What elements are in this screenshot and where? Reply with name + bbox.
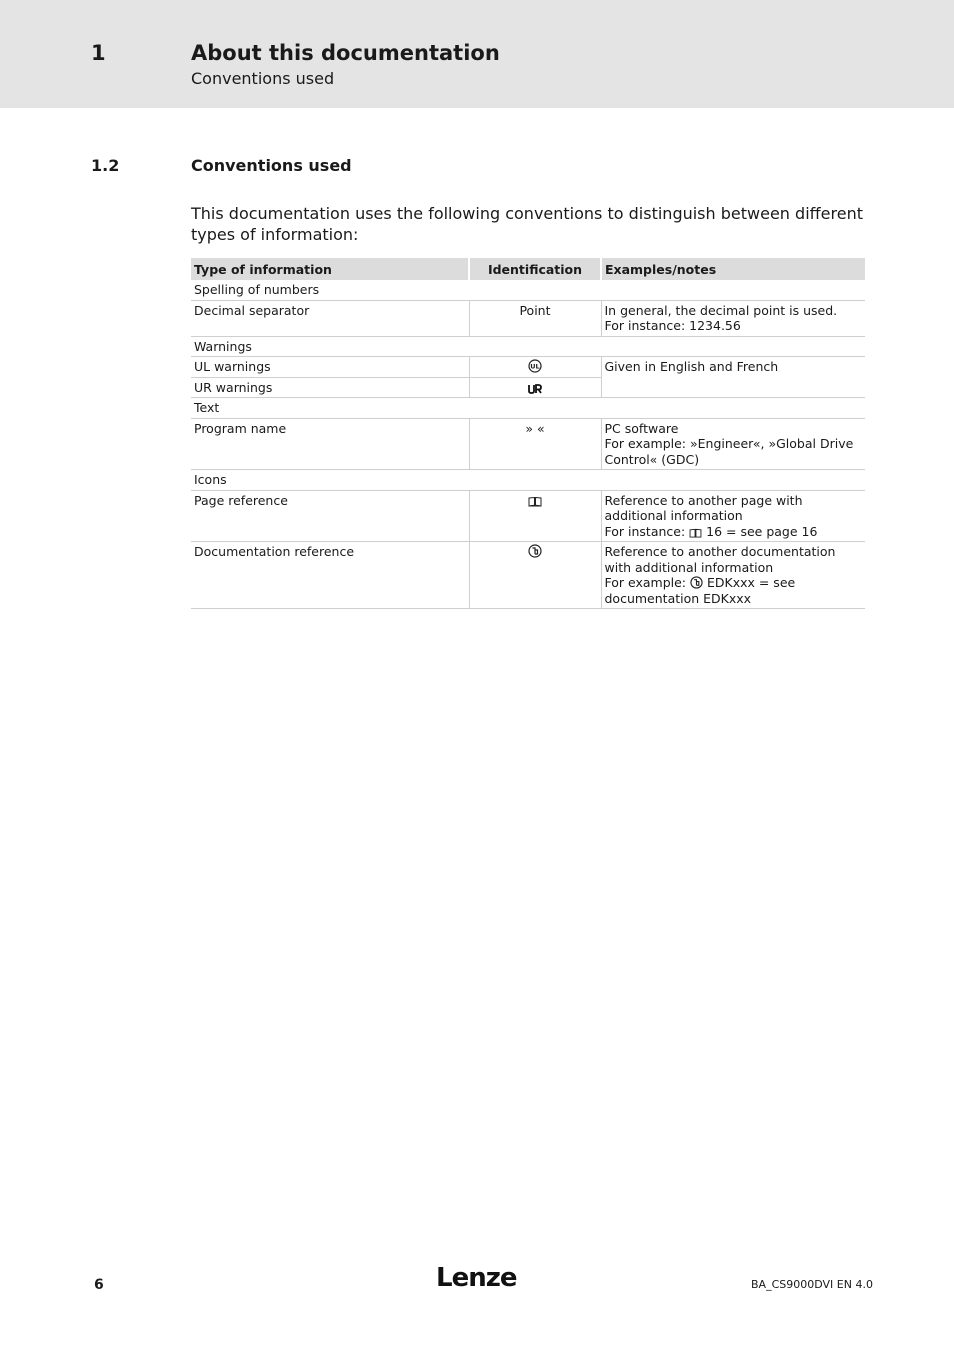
documentation-icon bbox=[690, 576, 703, 589]
section-title: Conventions used bbox=[191, 156, 352, 175]
row-identification: » « bbox=[469, 418, 601, 470]
row-identification bbox=[469, 490, 601, 542]
row-type: UR warnings bbox=[191, 377, 469, 398]
row-identification bbox=[469, 542, 601, 609]
conventions-table bbox=[191, 258, 865, 609]
lenze-logo: Lenze bbox=[436, 1263, 517, 1293]
example-prefix: For example: bbox=[604, 575, 690, 590]
ur-mark-icon bbox=[528, 384, 542, 394]
table-row bbox=[191, 300, 865, 336]
section-number: 1.2 bbox=[91, 156, 120, 175]
group-row bbox=[191, 280, 865, 300]
documentation-icon bbox=[528, 544, 542, 558]
example-suffix: 16 = see page 16 bbox=[702, 523, 818, 539]
header-type: Type of information bbox=[191, 258, 469, 280]
row-identification bbox=[469, 377, 601, 398]
row-type: Program name bbox=[191, 418, 469, 470]
svg-text:UL: UL bbox=[530, 362, 540, 371]
warnings-note: Given in English and French bbox=[601, 357, 865, 398]
document-id: BA_CS9000DVI EN 4.0 bbox=[751, 1278, 873, 1291]
header-identification: Identification bbox=[469, 258, 601, 280]
group-warnings: Warnings bbox=[191, 336, 865, 357]
row-type: Documentation reference bbox=[191, 542, 469, 609]
intro-paragraph: This documentation uses the following conventions to distinguish between different types of information: bbox=[191, 204, 863, 244]
book-icon bbox=[528, 496, 542, 507]
group-row bbox=[191, 398, 865, 419]
table-row bbox=[191, 542, 865, 609]
example-prefix: For instance: bbox=[604, 523, 690, 539]
book-icon bbox=[689, 528, 702, 538]
row-example bbox=[601, 300, 865, 336]
chapter-title: About this documentation bbox=[191, 41, 500, 65]
table-row bbox=[191, 418, 865, 470]
row-type: Page reference bbox=[191, 490, 469, 542]
chapter-number: 1 bbox=[91, 41, 106, 65]
row-example bbox=[601, 418, 865, 470]
group-row bbox=[191, 470, 865, 491]
row-identification: Point bbox=[469, 300, 601, 336]
row-example bbox=[601, 542, 865, 609]
row-type: UL warnings bbox=[191, 357, 469, 378]
row-example bbox=[601, 490, 865, 542]
table-row bbox=[191, 490, 865, 542]
group-icons: Icons bbox=[191, 470, 865, 491]
header-examples: Examples/notes bbox=[601, 258, 865, 280]
example-line: PC software bbox=[604, 420, 679, 436]
example-line: In general, the decimal point is used. bbox=[604, 302, 838, 318]
group-numbers: Spelling of numbers bbox=[191, 280, 865, 300]
example-line bbox=[605, 524, 863, 540]
group-text: Text bbox=[191, 398, 865, 419]
table-row bbox=[191, 357, 865, 378]
example-line: Reference to another page with additional information bbox=[604, 492, 803, 523]
example-line: For example: »Engineer«, »Global Drive Control« (GDC) bbox=[604, 436, 854, 467]
example-line: For instance: 1234.56 bbox=[604, 318, 741, 333]
example-line bbox=[605, 575, 863, 606]
row-type: Decimal separator bbox=[191, 300, 469, 336]
ul-mark-icon bbox=[528, 359, 542, 373]
group-row bbox=[191, 336, 865, 357]
page-number: 6 bbox=[94, 1277, 104, 1293]
table-header-row bbox=[191, 258, 865, 280]
example-suffix: EDKxxx = see documentation EDKxxx bbox=[604, 575, 796, 606]
chapter-subtitle: Conventions used bbox=[191, 69, 335, 88]
row-identification bbox=[469, 357, 601, 378]
example-line: Reference to another documentation with additional information bbox=[604, 544, 836, 575]
